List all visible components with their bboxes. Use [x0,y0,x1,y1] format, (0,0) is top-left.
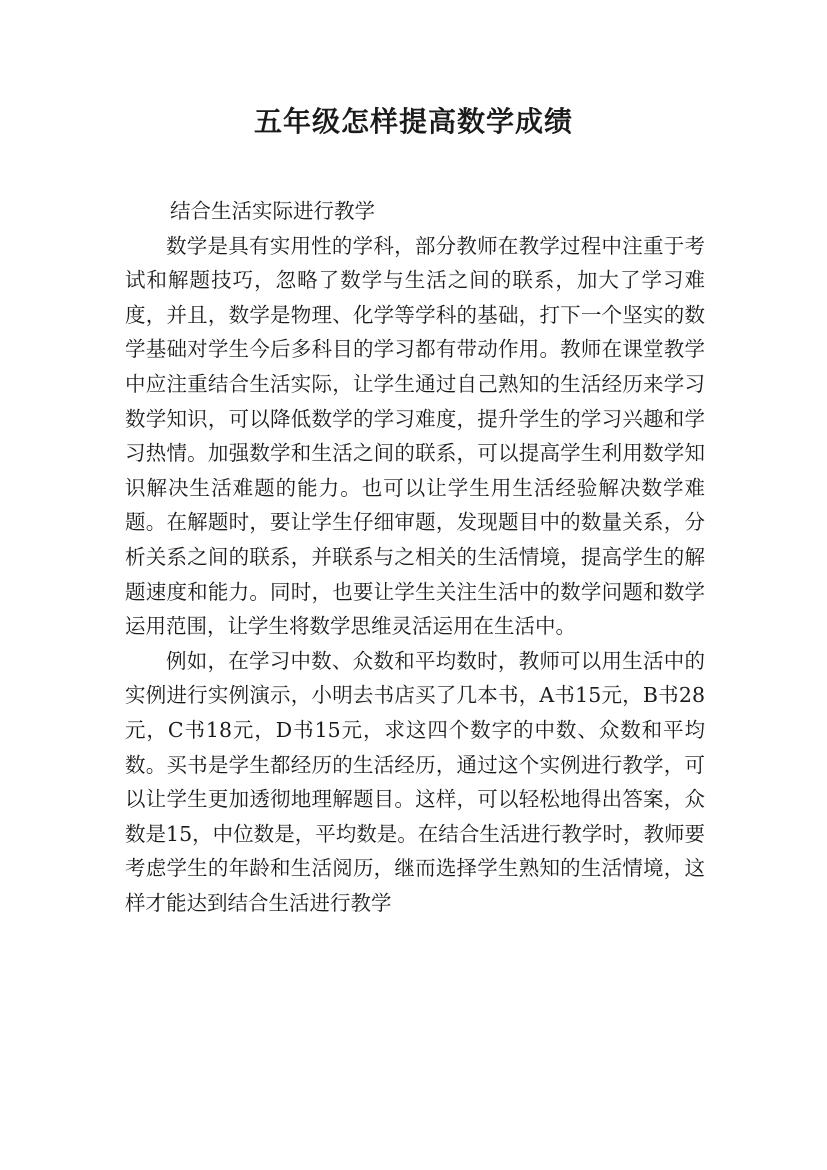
document-title: 五年级怎样提高数学成绩 [253,105,573,138]
paragraph-1: 数学是具有实用性的学科，部分教师在教学过程中注重于考试和解题技巧，忽略了数学与生活之间的联系，加大了学习难度，并且，数学是物理、化学等学科的基础，打下一个坚实的数学基础对学生今后多科目的学习都有带动作用。教师在课堂教学中应注重结合生活实际，让学生通过自己熟知的生活经历来学习数学知识，可以降低数学的学习难度，提升学生的学习兴趣和学习热情。加强数学和生活之间的联系，可以提高学生利用数学知识解决生活难题的能力。也可以让学生用生活经验解决数学难题。在解题时，要让学生仔细审题，发现题目中的数量关系，分析关系之间的联系，并联系与之相关的生活情境，提高学生的解题速度和能力。同时，也要让学生关注生活中的数学问题和数学运用范围，让学生将数学思维灵活运用在生活中。 [125,233,705,639]
document-body [125,194,705,920]
section-heading: 结合生活实际进行教学 [170,199,375,223]
paragraph-2: 例如，在学习中数、众数和平均数时，教师可以用生活中的实例进行实例演示，小明去书店买了几本书，A书15元，B书28元，C书18元，D书15元，求这四个数字的中数、众数和平均数。买书是学生都经历的生活经历，通过这个实例进行教学，可以让学生更加透彻地理解题目。这样，可以轻松地得出答案，众数是15，中位数是，平均数是。在结合生活进行教学时，教师要考虑学生的年龄和生活阅历，继而选择学生熟知的生活情境，这样才能达到结合生活进行教学 [125,648,705,915]
